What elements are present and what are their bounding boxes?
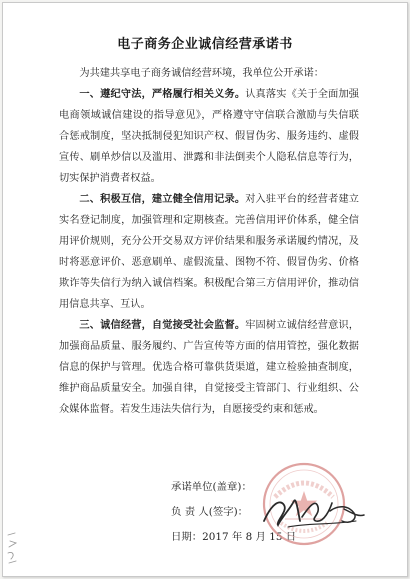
- section-3-text: 牢固树立诚信经营意识，加强商品质量、服务履约、广告宣传等方面的信用管控，强化数据信息的保护与管理。优选合格可靠供货渠道，建立检验抽查制度，维护商品质量安全。加强自律，自觉接受主管部门、行业组织、公众媒体监督。若发生违法失信行为，自愿接受约束和惩戒。: [59, 320, 359, 415]
- margin-pencil-mark: [5, 531, 19, 567]
- section-1-text: 认真落实《关于全面加强电商领域诚信建设的指导意见》，严格遵守守信联合激励与失信联合惩戒制度，坚决抵制侵犯知识产权、假冒伪劣、服务违约、虚假宣传、刷单炒信以及滥用、泄露和非法倒卖个人隐私信息等行为，切实保护消费者权益。: [59, 89, 359, 184]
- section-2-text: 对入驻平台的经营者建立实名登记制度，加强管理和定期核查。完善信用评价体系，健全信用评价规则，充分公开交易双方评价结果和服务承诺履约情况，及时将恶意评价、恶意刷单、虚假流量、图物不符、假冒伪劣、价格欺诈等失信行为纳入诚信档案。积极配合第三方信用评价，推动信用信息共享、互认。: [59, 194, 359, 310]
- document-page: [2, 2, 408, 577]
- document-body: [59, 63, 359, 420]
- section-2-heading: 二、积极互信，建立健全信用记录。: [79, 193, 246, 205]
- section-3-heading: 三、诚信经营，自觉接受社会监督。: [79, 319, 246, 331]
- handwritten-signature: [258, 491, 368, 531]
- responsible-person-label: 负 责 人(签字)：: [171, 506, 249, 518]
- signing-date: 日期：2017 年 8 月 15 日: [171, 531, 297, 543]
- section-1: [59, 84, 359, 189]
- intro-paragraph: 为共建共享电子商务诚信经营环境，我单位公开承诺：: [79, 68, 324, 79]
- document-title: 电子商务企业诚信经营承诺书: [117, 37, 293, 52]
- unit-seal-label: 承诺单位(盖章)：: [171, 481, 252, 493]
- section-3: [59, 315, 359, 420]
- section-2: [59, 189, 359, 315]
- section-1-heading: 一、遵纪守法，严格履行相关义务。: [79, 88, 246, 100]
